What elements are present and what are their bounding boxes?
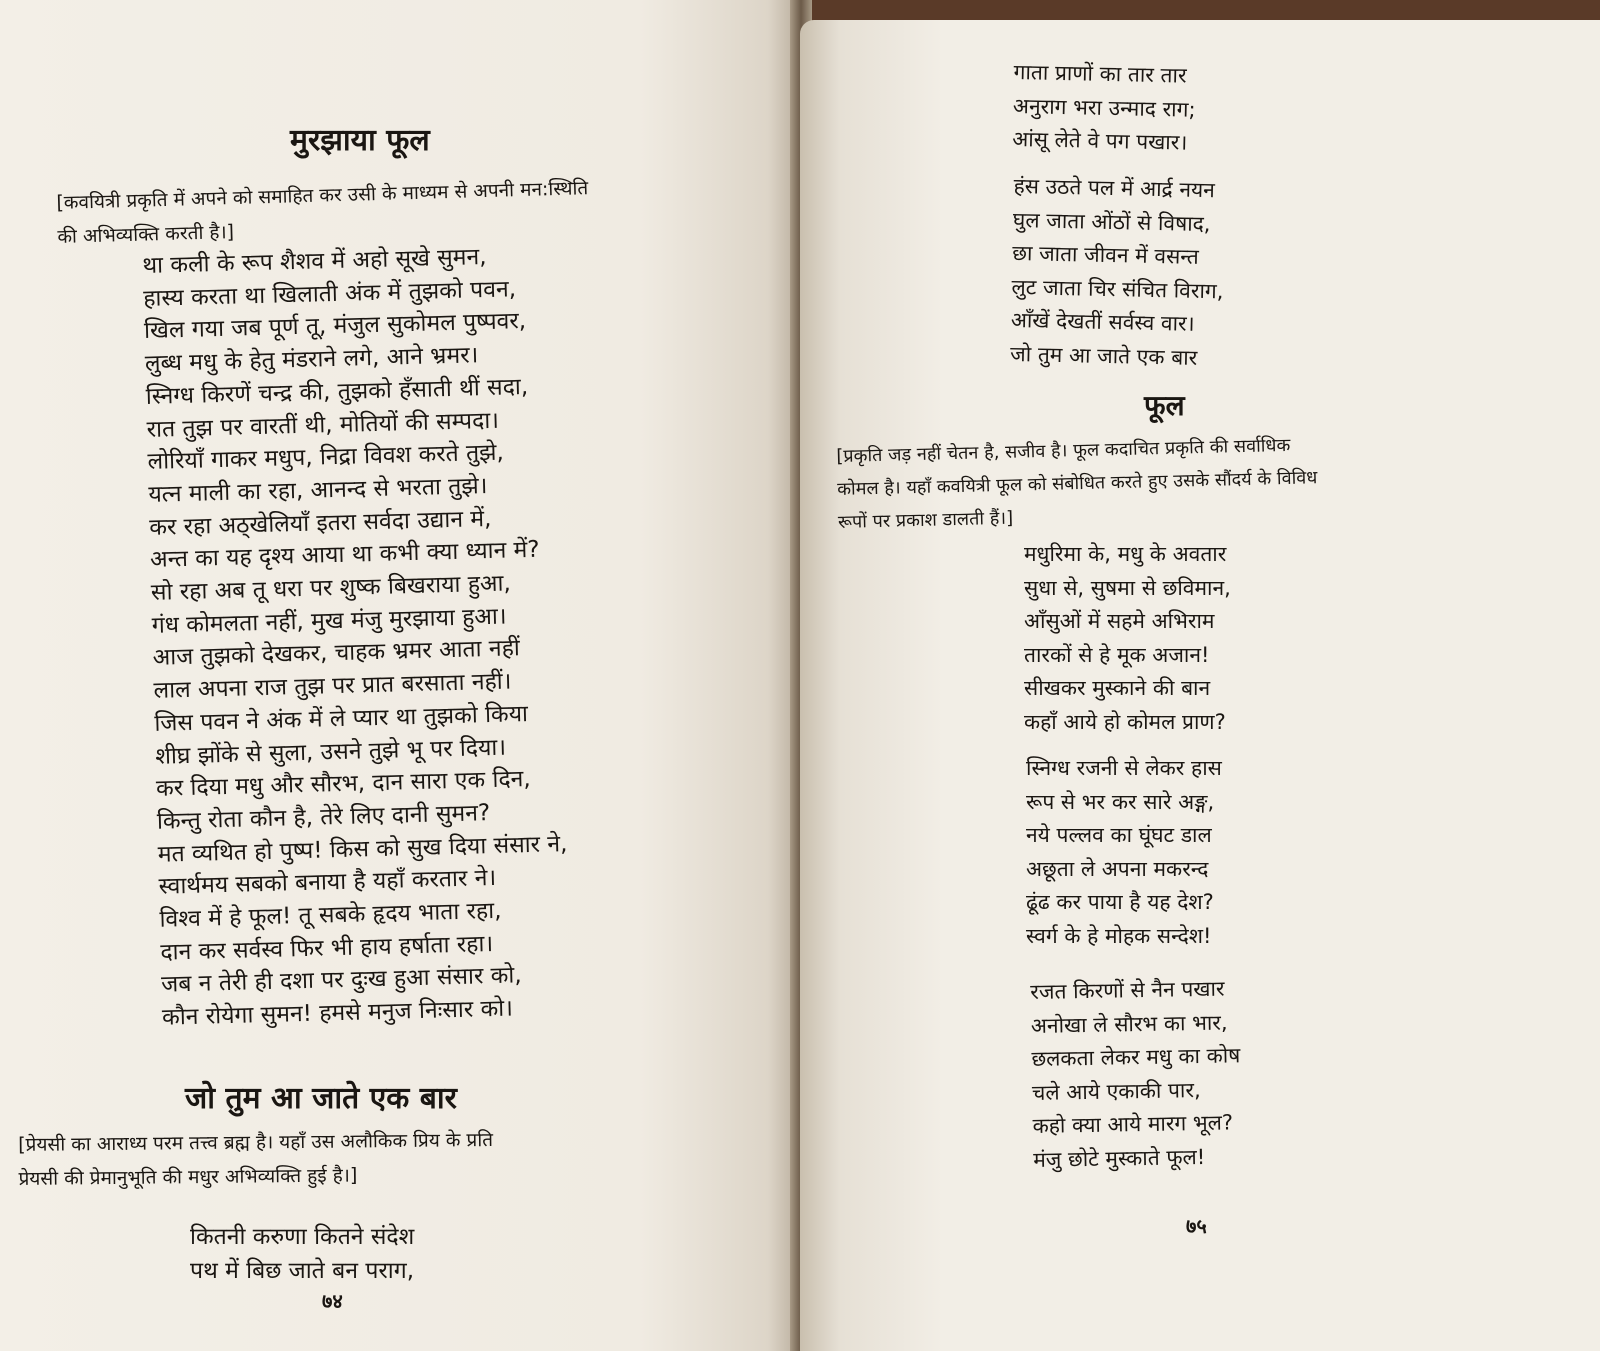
poem-line: आज तुझको देखकर, चाहक भ्रमर आता नहीं: [152, 635, 521, 672]
poem-intro-note: [836, 424, 1488, 539]
poem-line: कहो क्या आये मारग भूल?: [1032, 1110, 1234, 1138]
poem-line: गंध कोमलता नहीं, मुख मंजु मुरझाया हुआ।: [151, 603, 507, 639]
right-page: [800, 20, 1600, 1351]
note-line: [कवयित्री प्रकृति में अपने को समाहित कर उसी के माध्यम से अपनी मन:स्थिति: [56, 177, 589, 214]
poem-line: दान कर सर्वस्व फिर भी हाय हर्षाता रहा।: [160, 930, 494, 966]
poem-line: मत व्यथित हो पुष्प! किस को सुख दिया संसार ने,: [157, 830, 568, 868]
note-line: प्रेयसी की प्रेमानुभूति की मधुर अभिव्यक्ति हुई है।]: [18, 1164, 358, 1190]
poem-line: छा जाता जीवन में वसन्त: [1012, 240, 1199, 269]
poem-line: लाल अपना राज तुझ पर प्रात बरसाता नहीं।: [153, 668, 512, 704]
poem-stanza: [1026, 752, 1222, 953]
poem-line: कितनी करुणा कितने संदेश: [190, 1224, 415, 1250]
poem-line: आँसुओं में सहमे अभिराम: [1024, 609, 1215, 633]
poem-line: चले आये एकाकी पार,: [1031, 1077, 1201, 1105]
page-number: ७४: [322, 1289, 343, 1313]
poem-line: आंसू लेते वे पग पखार।: [1012, 126, 1188, 155]
page-number: ७५: [1186, 1214, 1207, 1238]
poem-stanza: [1024, 538, 1231, 739]
poem-line: कौन रोयेगा सुमन! हमसे मनुज निःसार को।: [161, 995, 514, 1031]
poem-line: नये पल्लव का घूंघट डाल: [1026, 823, 1212, 847]
poem-line: कर दिया मधु और सौरभ, दान सारा एक दिन,: [155, 766, 532, 803]
poem-line: रजत किरणों से नैन पखार: [1030, 976, 1225, 1004]
poem-body: [142, 239, 572, 1034]
poem-line: लोरियाँ गाकर मधुप, निद्रा विवश करते तुझे,: [147, 439, 505, 476]
poem-line: खिल गया जब पूर्ण तू, मंजुल सुकोमल पुष्पवर,: [143, 308, 527, 345]
note-line: कोमल है। यहाँ कवयित्री फूल को संबोधित करते हुए उसके सौंदर्य के विविध: [836, 467, 1318, 500]
poem-line: स्निग्ध रजनी से लेकर हास: [1026, 756, 1222, 780]
note-line: [प्रकृति जड़ नहीं चेतन है, सजीव है। फूल कदाचित प्रकृति की सर्वाधिक: [836, 434, 1291, 467]
poem-line: पथ में बिछ जाते बन पराग,: [190, 1258, 415, 1284]
poem-line: स्वार्थमय सबको बनाया है यहाँ करतार ने।: [158, 865, 497, 901]
poem-line: कहाँ आये हो कोमल प्राण?: [1024, 709, 1226, 734]
poem-line: लुब्ध मधु के हेतु मंडराने लगे, आने भ्रमर।: [144, 342, 479, 378]
poem-line: मधुरिमा के, मधु के अवतार: [1024, 542, 1227, 566]
poem-line: ढूंढ कर पाया है यह देश?: [1026, 890, 1214, 914]
poem-line: था कली के रूप शैशव में अहो सूखे सुमन,: [142, 243, 487, 279]
poem-line: गाता प्राणों का तार तार: [1013, 59, 1187, 88]
poem-line: जो तुम आ जाते एक बार: [1009, 341, 1198, 370]
poem-line: आँखें देखतीं सर्वस्व वार।: [1010, 307, 1195, 336]
poem-line: रात तुझ पर वारतीं थी, मोतियों की सम्पदा।: [146, 407, 500, 443]
poem-line: कर रहा अठ्खेलियाँ इतरा सर्वदा उद्यान में,: [148, 505, 492, 541]
poem-line: जब न तेरी ही दशा पर दुःख हुआ संसार को,: [160, 962, 522, 999]
poem-line: अछूता ले अपना मकरन्द: [1026, 856, 1209, 881]
poem-line: रूप से भर कर सारे अङ्ग,: [1026, 789, 1215, 814]
poem-title-murjhaya-phool: मुरझाया फूल: [290, 123, 430, 158]
poem-line: जिस पवन ने अंक में ले प्यार था तुझको किया: [154, 700, 529, 737]
poem-line: हास्य करता था खिलाती अंक में तुझको पवन,: [142, 275, 517, 312]
poem-continued-stanza: [1012, 56, 1197, 160]
poem-title-phool: फूल: [1144, 389, 1185, 422]
poem-line: अनोखा ले सौरभ का भार,: [1030, 1010, 1228, 1038]
poem-line: स्वर्ग के हे मोहक सन्देश!: [1026, 923, 1212, 948]
poem-line: किन्तु रोता कौन है, तेरे लिए दानी सुमन?: [156, 800, 491, 835]
poem-intro-note: [18, 1121, 719, 1196]
poem-line: लुट जाता चिर संचित विराग,: [1011, 274, 1224, 303]
note-line: की अभिव्यक्ति करती है।]: [57, 221, 235, 248]
poem-intro-note: [56, 167, 748, 254]
poem-line: सो रहा अब तू धरा पर शुष्क बिखराया हुआ,: [150, 570, 512, 606]
poem-line: सीखकर मुस्काने की बान: [1024, 676, 1211, 700]
poem-line: सुधा से, सुषमा से छविमान,: [1024, 575, 1231, 600]
poem-line: मंजु छोटे मुस्काते फूल!: [1032, 1144, 1206, 1172]
poem-continued-stanza: [1010, 170, 1226, 375]
poem-title-jo-tum-aa-jaate: जो तुम आ जाते एक बार: [185, 1081, 457, 1116]
poem-body: [190, 1220, 414, 1288]
poem-line: अन्त का यह दृश्य आया था कभी क्या ध्यान में?: [149, 537, 540, 574]
poem-line: शीघ्र झोंके से सुला, उसने तुझे भू पर दिया।: [154, 734, 507, 770]
poem-stanza: [1030, 972, 1242, 1177]
poem-line: हंस उठते पल में आर्द्र नयन: [1013, 173, 1216, 203]
poem-line: विश्व में हे फूल! तू सबके हृदय भाता रहा,: [159, 897, 502, 933]
poem-line: घुल जाता ओंठों से विषाद,: [1012, 207, 1211, 236]
poem-line: अनुराग भरा उन्माद राग;: [1012, 93, 1196, 122]
poem-line: यत्न माली का रहा, आनन्द से भरता तुझे।: [148, 472, 488, 508]
note-line: रूपों पर प्रकाश डालती हैं।]: [837, 507, 1014, 533]
poem-line: छलकता लेकर मधु का कोष: [1031, 1043, 1241, 1071]
poem-line: तारकों से हे मूक अजान!: [1024, 642, 1210, 667]
note-line: [प्रेयसी का आराध्य परम तत्त्व ब्रह्म है। यहाँ उस अलौकिक प्रिय के प्रति: [18, 1129, 494, 1156]
poem-line: स्निग्ध किरणें चन्द्र की, तुझको हँसाती थीं सदा,: [145, 373, 529, 410]
